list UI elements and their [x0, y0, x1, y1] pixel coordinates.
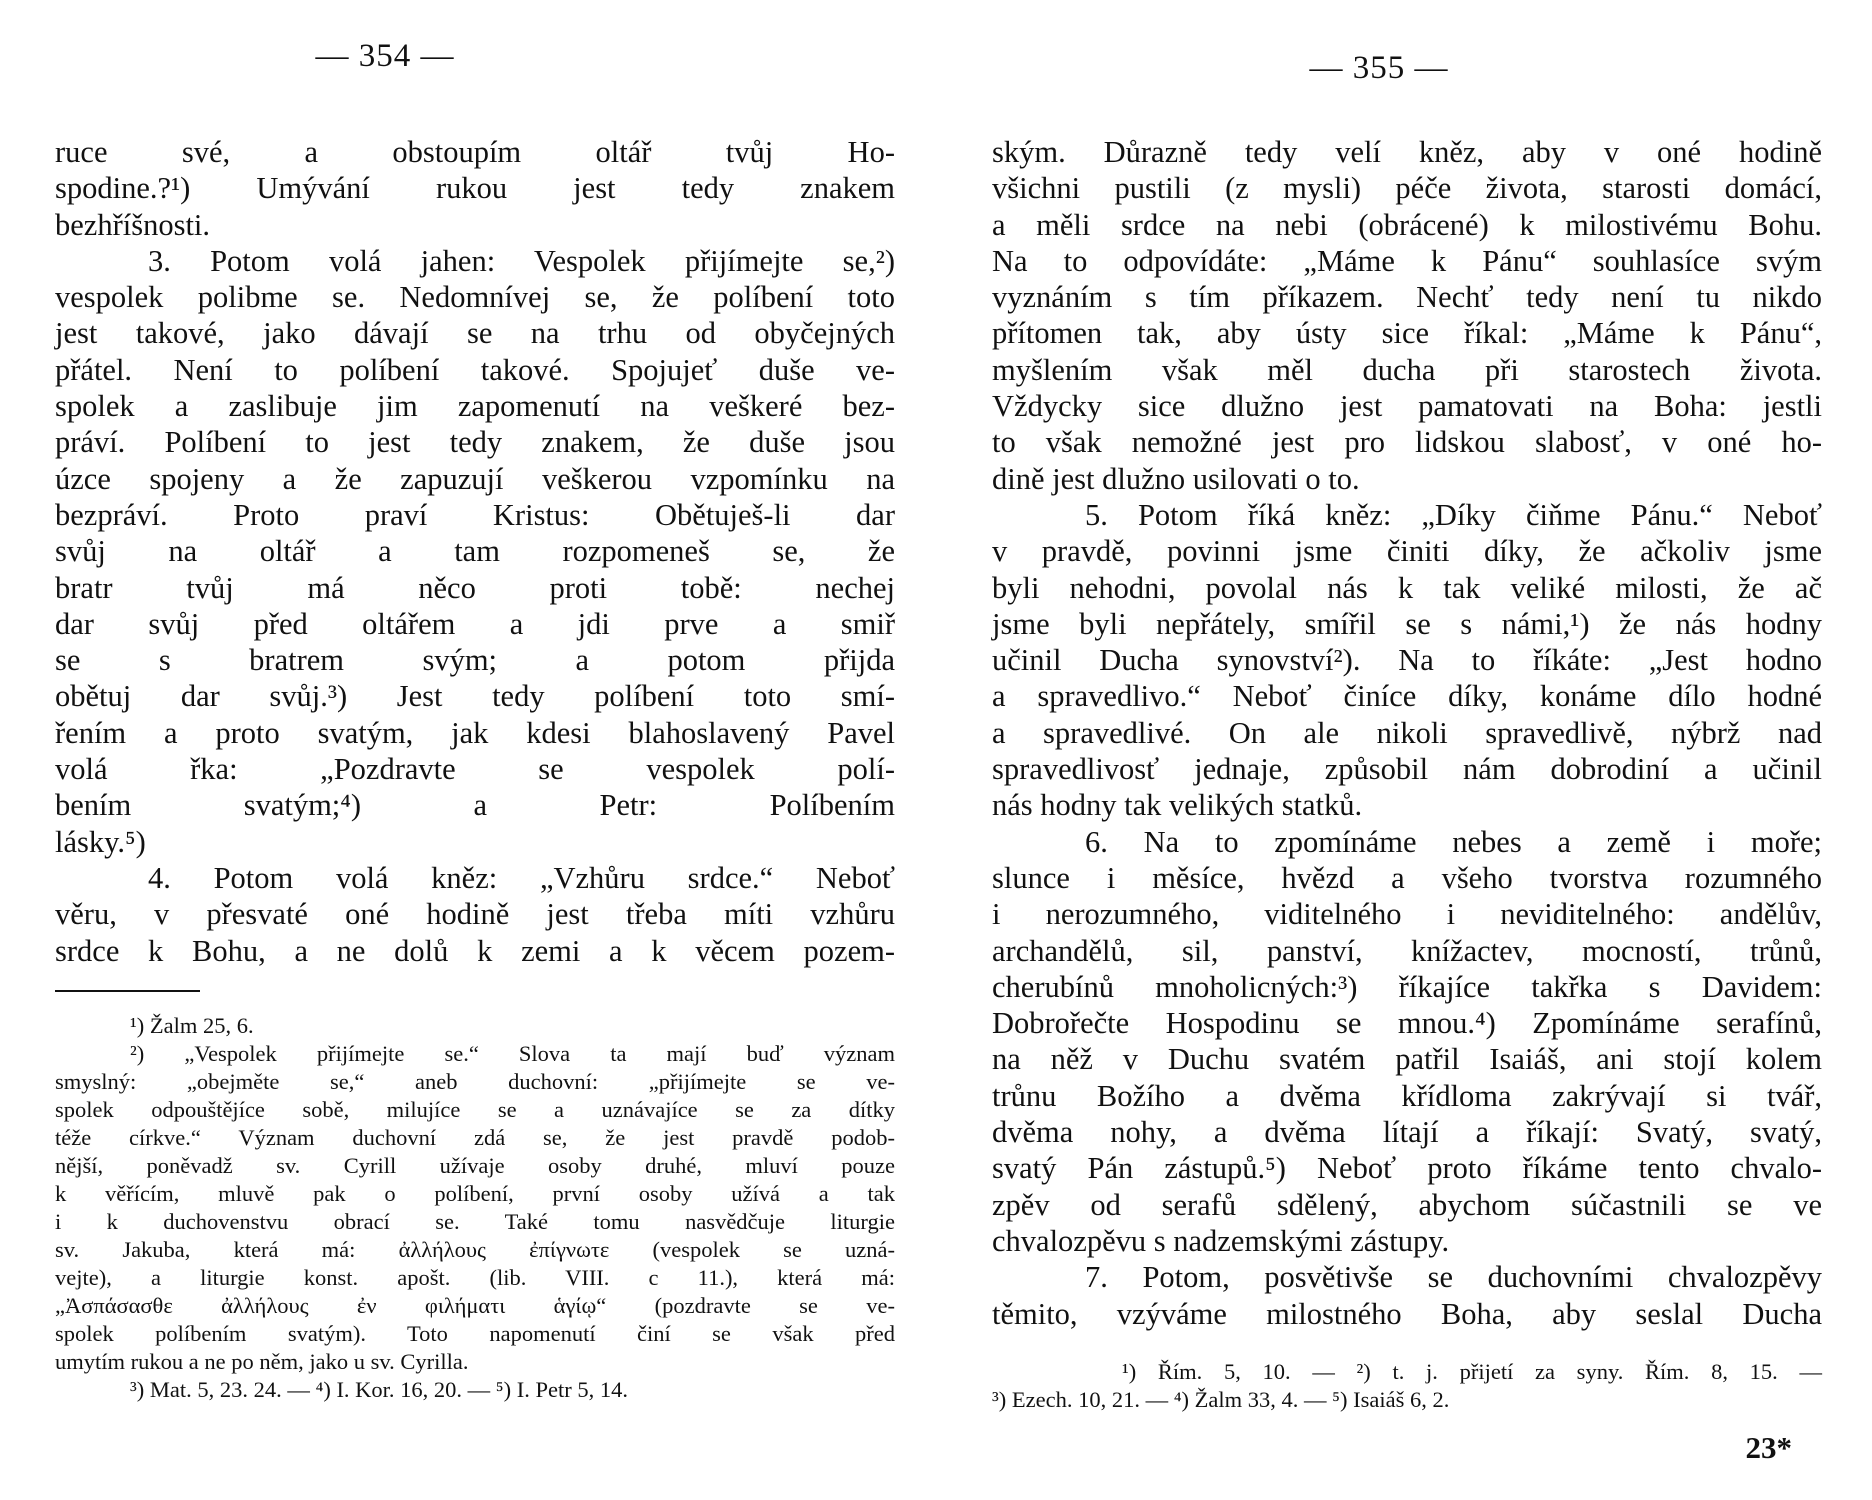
footnote-line: vejte), a liturgie konst. apošt. (lib. VIII. c 11.), která má: — [55, 1265, 895, 1290]
left-page — [55, 0, 895, 1500]
text-line: to však nemožné jest pro lidskou slabosť, v oné ho- — [992, 425, 1822, 460]
text-line: na něž v Duchu svatém patřil Isaiáš, ani stojí kolem — [992, 1042, 1822, 1077]
footnote-line: nější, poněvadž sv. Cyrill užívaje osoby druhé, mluví pouze — [55, 1153, 895, 1178]
text-line: práví. Políbení to jest tedy znakem, že duše jsou — [55, 425, 895, 460]
text-line: věru, v přesvaté oné hodině jest třeba míti vzhůru — [55, 897, 895, 932]
text-line: všichni pustili (z mysli) péče života, starosti domácí, — [992, 171, 1822, 206]
text-line: dar svůj před oltářem a jdi prve a smiř — [55, 606, 895, 641]
text-line: přátel. Není to políbení takové. Spojujeť duše ve- — [55, 352, 895, 387]
text-line: nás hodny tak velikých statků. — [992, 788, 1363, 823]
text-line: bením svatým;⁴) a Petr: Políbením — [55, 788, 895, 823]
text-line: spravedlivosť jednaje, způsobil nám dobrodiní a učinil — [992, 752, 1822, 787]
text-line: 4. Potom volá kněz: „Vzhůru srdce.“ Neboť — [148, 860, 895, 895]
text-line: bezhříšnosti. — [55, 207, 211, 242]
text-line: zpěv od serafů sdělený, abychom súčastnili se ve — [992, 1187, 1822, 1222]
footnotes — [55, 1012, 895, 1404]
text-line: dině jest dlužno usilovati o to. — [992, 461, 1360, 496]
text-line: srdce k Bohu, a ne dolů k zemi a k věcem pozem- — [55, 933, 895, 968]
text-line: v pravdě, povinni jsme činiti díky, že ačkoliv jsme — [992, 534, 1822, 569]
footnote-line: k věřícím, mluvě pak o políbení, první osoby užívá a tak — [55, 1181, 895, 1206]
footnote-line: spolek odpouštějíce sobě, milujíce se a uznávajíce se za dítky — [55, 1097, 895, 1122]
body-text — [992, 134, 1822, 1332]
text-line: přítomen tak, aby ústy sice říkal: „Máme k Pánu“, — [992, 316, 1822, 351]
text-line: úzce spojeny a že zapuzují veškerou vzpomínku na — [55, 461, 895, 496]
text-line: 6. Na to zpomínáme nebes a země i moře; — [1085, 824, 1822, 859]
signature-mark: 23* — [1745, 1430, 1792, 1465]
text-line: řením a proto svatým, jak kdesi blahoslavený Pavel — [55, 715, 895, 750]
text-line: Na to odpovídáte: „Máme k Pánu“ souhlasíce svým — [992, 243, 1822, 278]
text-line: slunce i měsíce, hvězd a všeho tvorstva rozumného — [992, 860, 1822, 895]
footnote-line: ¹) Řím. 5, 10. — ²) t. j. přijetí za syny. Řím. 8, 15. — — [1122, 1359, 1822, 1384]
footnote-line: smyslný: „obejměte se,“ aneb duchovní: „přijímejte se ve- — [55, 1069, 895, 1094]
text-line: těmito, vzýváme milostného Boha, aby seslal Ducha — [992, 1296, 1822, 1331]
right-page — [992, 0, 1822, 1500]
footnote-line: i k duchovenstvu obrací se. Také tomu nasvědčuje liturgie — [55, 1209, 895, 1234]
page-number: — 355 — — [1309, 50, 1449, 86]
footnotes — [992, 1358, 1822, 1414]
text-line: 5. Potom říká kněz: „Díky čiňme Pánu.“ Neboť — [1085, 497, 1822, 532]
text-line: obětuj dar svůj.³) Jest tedy políbení toto smí- — [55, 679, 895, 714]
text-line: jsme byli nepřátely, smířil se s námi,¹) že nás hodny — [992, 606, 1822, 641]
text-line: Dobrořečte Hospodinu se mnou.⁴) Zpomínáme serafínů, — [992, 1006, 1822, 1041]
text-line: a spravedlivo.“ Neboť činíce díky, konáme dílo hodné — [992, 679, 1822, 714]
text-line: byli nehodni, povolal nás k tak veliké milosti, že ač — [992, 570, 1822, 605]
text-line: lásky.⁵) — [55, 824, 146, 859]
footnote-line: téže církve.“ Význam duchovní zdá se, že jest pravdě podob- — [55, 1125, 895, 1150]
text-line: jest takové, jako dávají se na trhu od obyčejných — [55, 316, 895, 351]
footnote-line: umytím rukou a ne po něm, jako u sv. Cyrilla. — [55, 1349, 469, 1374]
text-line: i nerozumného, viditelného i neviditelného: andělův, — [992, 897, 1822, 932]
text-line: svatý Pán zástupů.⁵) Neboť proto říkáme tento chvalo- — [992, 1151, 1822, 1186]
footnote-line: spolek políbením svatým). Toto napomenutí činí se však před — [55, 1321, 895, 1346]
body-text — [55, 134, 895, 969]
footnote-line: ³) Ezech. 10, 21. — ⁴) Žalm 33, 4. — ⁵) Isaiáš 6, 2. — [992, 1387, 1450, 1412]
text-line: svůj na oltář a tam rozpomeneš se, že — [55, 534, 895, 569]
footnote-line: „Ἀσπάσασθε ἀλλήλους ἐν φιλήματι ἁγίῳ“ (pozdravte se ve- — [55, 1293, 895, 1318]
text-line: se s bratrem svým; a potom přijda — [55, 643, 895, 678]
text-line: 7. Potom, posvětivše se duchovními chvalozpěvy — [1085, 1260, 1822, 1295]
text-line: ským. Důrazně tedy velí kněz, aby v oné hodině — [992, 135, 1822, 169]
text-line: dvěma nohy, a dvěma lítají a říkají: Svatý, svatý, — [992, 1115, 1822, 1150]
text-line: učinil Ducha synovství²). Na to říkáte: „Jest hodno — [992, 643, 1822, 678]
text-line: a měli srdce na nebi (obrácené) k milostivému Bohu. — [992, 207, 1822, 242]
text-line: spolek a zaslibuje jim zapomenutí na veškeré bez- — [55, 389, 895, 424]
text-line: archandělů, sil, panství, knížactev, mocností, trůnů, — [992, 933, 1822, 968]
footnote-rule — [55, 990, 200, 992]
text-line: a spravedlivé. On ale nikoli spravedlivě, nýbrž nad — [992, 715, 1822, 750]
text-line: Vždycky sice dlužno jest pamatovati na Boha: jestli — [992, 389, 1822, 424]
text-line: vespolek polibme se. Nedomnívej se, že políbení toto — [55, 280, 895, 315]
text-line: ruce své, a obstoupím oltář tvůj Ho- — [55, 135, 895, 169]
text-line: spodine.?¹) Umývání rukou jest tedy znakem — [55, 171, 895, 206]
text-line: trůnu Božího a dvěma křídloma zakrývají si tvář, — [992, 1078, 1822, 1113]
text-line: bezpráví. Proto praví Kristus: Obětuješ-li dar — [55, 497, 895, 532]
footnote-line: ²) „Vespolek přijímejte se.“ Slova ta mají buď význam — [130, 1041, 895, 1066]
text-line: cherubínů mnoholicných:³) říkajíce takřka s Davidem: — [992, 969, 1822, 1004]
text-line: myšlením však měl ducha při starostech života. — [992, 352, 1822, 387]
text-line: 3. Potom volá jahen: Vespolek přijímejte se,²) — [148, 243, 895, 278]
text-line: vyznáním s tím příkazem. Nechť tedy není tu nikdo — [992, 280, 1822, 315]
text-line: bratr tvůj má něco proti tobě: nechej — [55, 570, 895, 605]
page-number: — 354 — — [315, 38, 455, 74]
footnote-line: ¹) Žalm 25, 6. — [130, 1013, 254, 1038]
footnote-line: ³) Mat. 5, 23. 24. — ⁴) I. Kor. 16, 20. — ⁵) I. Petr 5, 14. — [130, 1377, 629, 1402]
text-line: chvalozpěvu s nadzemskými zástupy. — [992, 1223, 1450, 1258]
text-line: volá řka: „Pozdravte se vespolek polí- — [55, 752, 895, 787]
footnote-line: sv. Jakuba, která má: ἀλλήλους ἐπίγνωτε (vespolek se uzná- — [55, 1237, 895, 1262]
